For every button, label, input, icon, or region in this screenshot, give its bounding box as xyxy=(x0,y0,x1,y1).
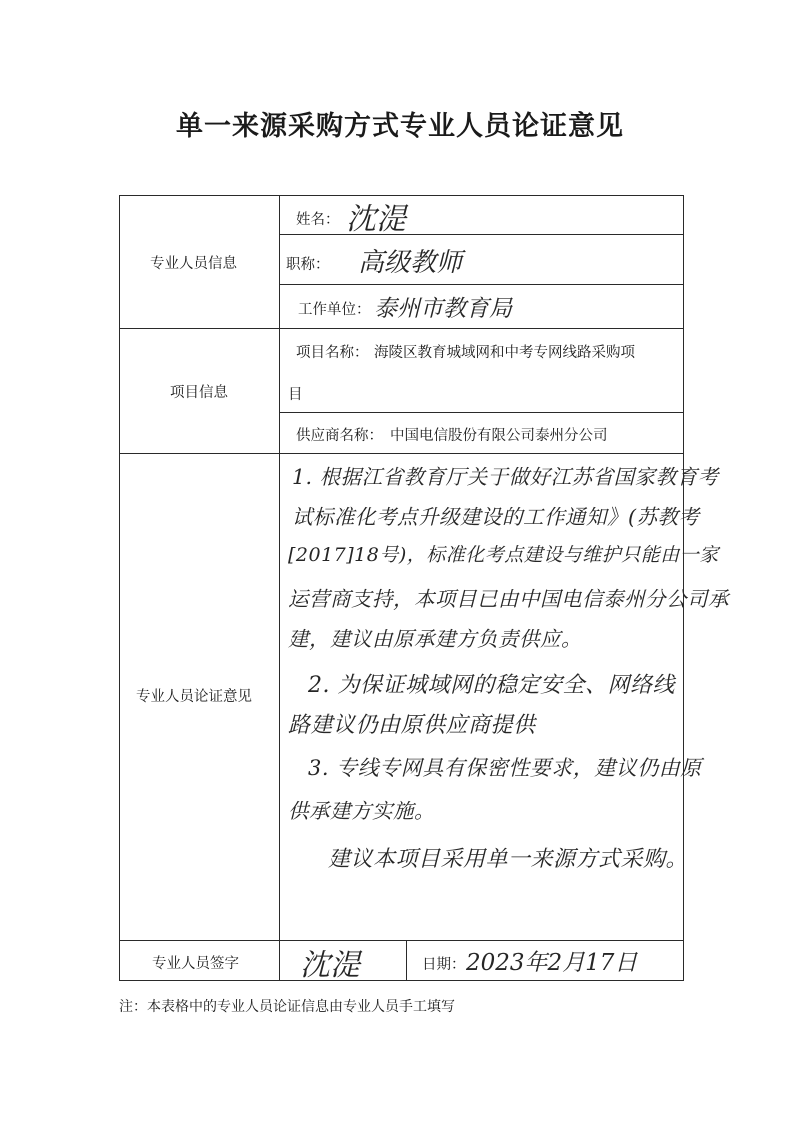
form-table xyxy=(119,195,729,983)
name-value: 沈湜 xyxy=(346,202,406,237)
date-value: 2023年2月17日 xyxy=(466,950,638,976)
opinion-line: 建议本项目采用单一来源方式采购。 xyxy=(328,847,689,872)
opinion-label: 专业人员论证意见 xyxy=(136,689,252,705)
opinion-line: 3. 专线专网具有保密性要求，建议仍由原 xyxy=(308,756,702,780)
opinion-line: [2017]18号)，标准化考点建设与维护只能由一家 xyxy=(288,544,719,566)
project-info-label: 项目信息 xyxy=(170,385,228,401)
name-label: 姓名： xyxy=(296,212,340,228)
supplier-value: 中国电信股份有限公司泰州分公司 xyxy=(390,428,608,444)
row-divider xyxy=(279,412,683,413)
opinion-line: 1. 根据江省教育厅关于做好江苏省国家教育考 xyxy=(292,465,719,489)
opinion-line: 试标准化考点升级建设的工作通知》(苏教考 xyxy=(292,505,700,529)
row-divider xyxy=(279,234,683,235)
opinion-line: 路建议仍由原供应商提供 xyxy=(288,713,536,738)
signature-value: 沈湜 xyxy=(300,948,360,983)
column-divider xyxy=(406,940,407,980)
column-divider xyxy=(279,196,280,980)
row-divider xyxy=(120,453,683,454)
signature-label: 专业人员签字 xyxy=(152,956,239,972)
date-label: 日期： xyxy=(422,957,466,973)
footnote: 注：本表格中的专业人员论证信息由专业人员手工填写 xyxy=(119,999,455,1015)
employer-label: 工作单位： xyxy=(298,302,371,318)
row-divider xyxy=(279,284,683,285)
row-divider xyxy=(120,940,683,941)
opinion-line: 供承建方实施。 xyxy=(288,799,435,823)
project-name-value-continued: 目 xyxy=(288,387,303,403)
project-name-label: 项目名称： xyxy=(296,345,369,361)
opinion-line: 运营商支持，本项目已由中国电信泰州分公司承 xyxy=(288,587,729,611)
personnel-info-label: 专业人员信息 xyxy=(150,256,237,272)
project-name-value: 海陵区教育城域网和中考专网线路采购项 xyxy=(374,345,635,361)
supplier-label: 供应商名称： xyxy=(296,428,383,444)
document-title: 单一来源采购方式专业人员论证意见 xyxy=(176,111,624,142)
job-title-value: 高级教师 xyxy=(358,248,463,278)
employer-value: 泰州市教育局 xyxy=(374,296,512,322)
opinion-line: 2. 为保证城域网的稳定安全、网络线 xyxy=(308,673,675,698)
opinion-line: 建，建议由原承建方负责供应。 xyxy=(288,627,582,651)
row-divider xyxy=(120,328,683,329)
job-title-label: 职称： xyxy=(286,257,330,273)
